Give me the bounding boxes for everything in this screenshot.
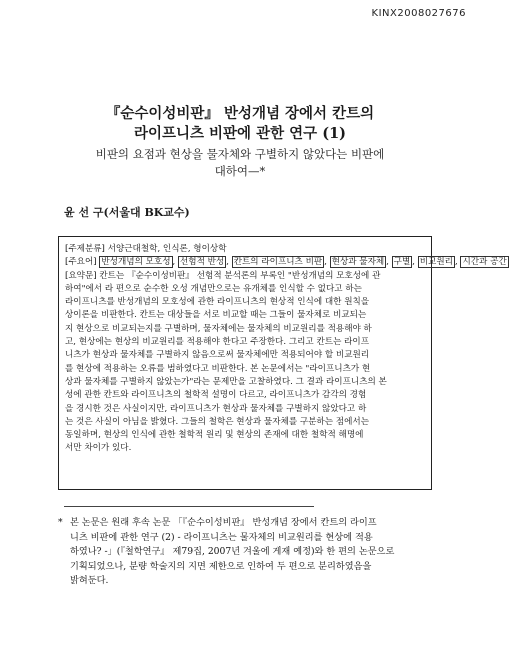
summary-line-14: 서만 차이가 있다. bbox=[65, 443, 132, 454]
title-line-2: 라이프니츠 비판에 관한 연구 (1) bbox=[133, 125, 347, 142]
footnote-line-4: 기획되었으나, 분량 학술지의 지면 제한으로 인하여 두 편으로 분리하였음을 bbox=[70, 560, 372, 572]
subject-field-label: [주제분류] bbox=[65, 244, 105, 254]
keyword-item: 비교원리 bbox=[419, 257, 453, 268]
summary-line-5: 지 현상으로 비교되는지를 구별하며, 물자체에는 물자체의 비교원리를 적용해야 하 bbox=[65, 323, 372, 334]
summary-line-7: 니츠가 현상과 물자체를 구별하지 않음으로써 물자체에만 적용되어야 할 비교원리 bbox=[65, 350, 370, 361]
abstract-box bbox=[58, 236, 507, 490]
keyword-separator: , bbox=[324, 257, 330, 268]
summary-label-row bbox=[65, 270, 425, 283]
keyword-separator: , bbox=[412, 257, 418, 268]
keyword-item: 칸트의 라이프니츠 비판 bbox=[233, 257, 323, 268]
summary-line-10: 성에 관한 칸트와 라이프니츠의 철학적 설명이 다르고, 라이프니츠가 감각의 경험 bbox=[65, 390, 367, 401]
footnote-line-3: 하였나? -」(『철학연구』 제79집, 2007년 겨울에 게재 예정)와 한 편의 논문으로 bbox=[70, 546, 395, 558]
keyword-item: 현상과 물자체 bbox=[331, 257, 385, 268]
keywords-label: [주요어] bbox=[65, 257, 97, 268]
subject-field-row bbox=[65, 243, 425, 256]
summary-line-4: 상이론을 비판한다. 칸트는 대상들을 서로 비교할 때는 그들이 물자체로 비교되는 bbox=[65, 310, 367, 321]
keyword-item: 구별 bbox=[393, 257, 411, 268]
footnote-marker: * bbox=[58, 517, 63, 528]
keyword-item: 선험적 반성 bbox=[179, 257, 225, 268]
summary-line-6: 고, 현상에는 현상의 비교원리를 적용해야 한다고 주장한다. 그리고 칸트는 라이프 bbox=[65, 337, 370, 348]
footnote bbox=[58, 516, 432, 589]
keyword-separator: , bbox=[454, 257, 461, 268]
summary-line-2: 하여"에서 라 편으로 순수한 오성 개념만으로는 유개체를 인식할 수 없다고 하는 bbox=[65, 283, 362, 294]
keyword-separator: , bbox=[386, 257, 392, 268]
subject-field-value: 서양근대철학, 인식론, 형이상학 bbox=[107, 244, 227, 254]
footnote-line-1: 본 논문은 원래 후속 논문 「『순수이성비판』 반성개념 장에서 칸트의 라이프 bbox=[70, 517, 377, 528]
subtitle-line-1: 비판의 요점과 현상을 물자체와 구별하지 않았다는 비판에 bbox=[95, 147, 385, 161]
summary-line-8: 를 현상에 적용하는 오류를 범하였다고 비판한다. 본 논문에서는 "라이프니츠가 현 bbox=[65, 363, 371, 374]
summary-label: [요약문] bbox=[65, 270, 97, 281]
keyword-item: 반성개념의 모호성 bbox=[101, 257, 171, 268]
keywords-list bbox=[99, 256, 508, 268]
subtitle-line-2: 대하여—* bbox=[214, 164, 266, 178]
summary-line-9: 상과 물자체를 구별하지 않았는가"라는 문제만을 고찰하였다. 그 결과 라이프니츠의 본 bbox=[65, 376, 387, 387]
keyword-separator: , bbox=[226, 257, 232, 268]
summary-line-11: 을 경시한 것은 사실이지만, 라이프니츠가 현상과 물자체를 구별하지 않았다고 하 bbox=[65, 403, 367, 414]
title-line-1: 『순수이성비판』 반성개념 장에서 칸트의 bbox=[105, 105, 375, 122]
keyword-separator: , bbox=[172, 257, 178, 268]
keyword-item: 시간과 공간 bbox=[462, 257, 507, 268]
document-id: KINX2008027676 bbox=[371, 8, 466, 19]
footnote-line-2: 니츠 비판에 관한 연구 (2) - 라이프니츠는 물자체의 비교원리를 현상에 적용 bbox=[70, 531, 373, 543]
author-line: 윤 선 구(서울대 BK교수) bbox=[64, 206, 190, 219]
summary-line-3: 라이프니츠를 반성개념의 모호성에 관한 라이프니츠의 현상적 인식에 대한 원칙을 bbox=[65, 297, 370, 308]
summary-line-1: 칸트는 『순수이성비판』 선험적 분석론의 부록인 "반성개념의 모호성에 관 bbox=[99, 270, 381, 281]
footnote-line-5: 밝혀둔다. bbox=[70, 575, 109, 587]
footnote-divider bbox=[64, 506, 314, 507]
summary-line-13: 동일하며, 현상의 인식에 관한 철학적 원리 및 현상의 존재에 대한 철학적 해명에 bbox=[65, 430, 364, 441]
title-block bbox=[0, 104, 480, 180]
keywords-row bbox=[65, 256, 507, 269]
summary-line-12: 는 것은 사실이 아님을 밝혔다. 그들의 철학은 현상과 물자체를 구분하는 점에서는 bbox=[65, 416, 370, 427]
